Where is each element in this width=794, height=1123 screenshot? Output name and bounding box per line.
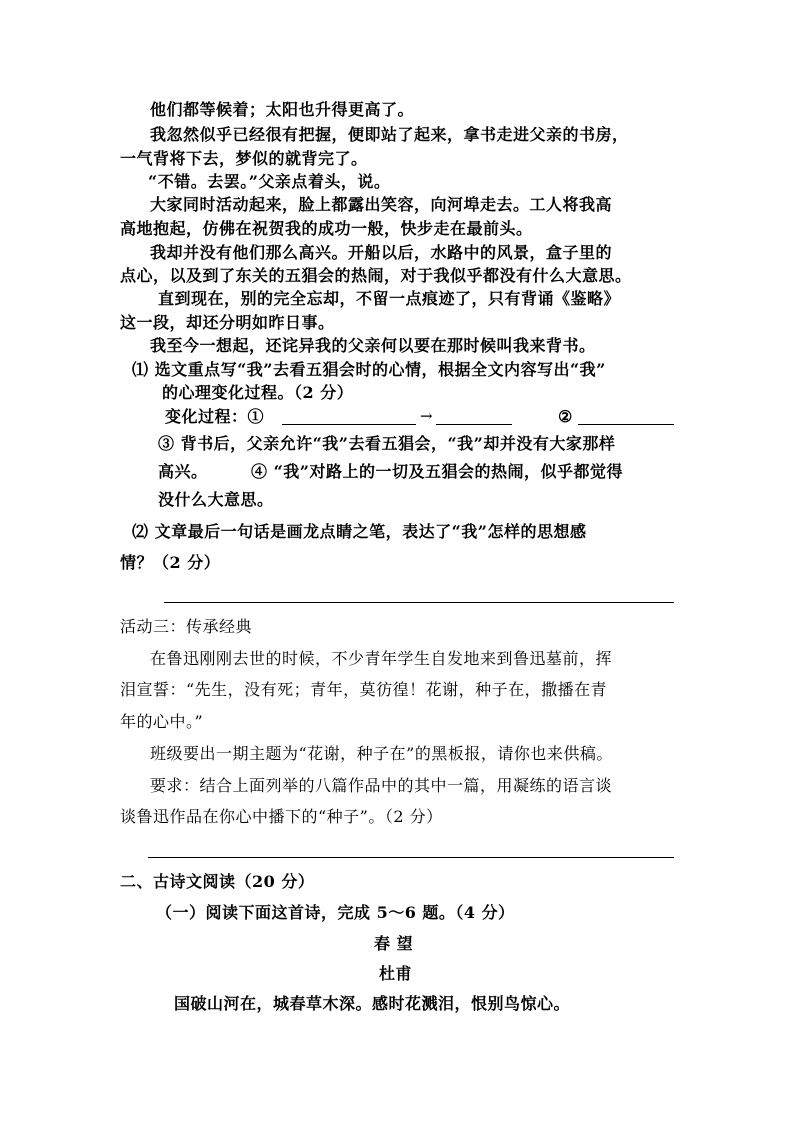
passage-line: 这一段，却还分明如昨日事。: [120, 313, 335, 332]
poem-title: 春 望: [374, 934, 414, 953]
activity-3-text: 年的心中。”: [120, 712, 204, 731]
process-mark-2: ②: [558, 407, 573, 426]
answer-line-activity-3[interactable]: [148, 857, 674, 858]
arrow-icon: →: [420, 407, 433, 425]
question-1-text: ⑴ 选文重点写“我”去看五猖会时的心情，根据全文内容写出“我”: [132, 360, 606, 379]
section-2-subtitle: （一）阅读下面这首诗，完成 5～6 题。（4 分）: [156, 903, 515, 922]
question-1-text: 的心理变化过程。（2 分）: [162, 383, 354, 402]
passage-line: 一气背将下去，梦似的就背完了。: [120, 149, 368, 168]
passage-line: 点心，以及到了东关的五猖会的热闹，对于我似乎都没有什么大意思。: [120, 266, 632, 285]
section-2-title: 二、古诗文阅读（20 分）: [120, 872, 315, 891]
question-2-text: ⑵ 文章最后一句话是画龙点睛之笔，表达了“我”怎样的思想感: [132, 522, 587, 541]
passage-line: 大家同时活动起来，脸上都露出笑容，向河埠走去。工人将我高: [150, 195, 613, 214]
passage-line: 直到现在，别的完全忘却，不留一点痕迹了，只有背诵《鉴略》: [158, 289, 621, 308]
answer-blank-1[interactable]: [282, 424, 416, 425]
activity-3-text: 班级要出一期主题为“花谢，种子在”的黑板报，请你也来供稿。: [150, 744, 613, 763]
question-2-text: 情？（2 分）: [120, 553, 221, 572]
passage-line: 我却并没有他们那么高兴。开船以后，水路中的风景，盒子里的: [150, 243, 613, 262]
process-step-3: 高兴。: [158, 462, 208, 481]
poem-author: 杜甫: [379, 964, 413, 983]
activity-3-text: 泪宣誓：“先生，没有死；青年，莫彷徨！花谢，种子在，撒播在青: [120, 680, 608, 699]
passage-line: “不错。去罢。”父亲点着头，说。: [148, 172, 391, 191]
passage-line: 我至今一想起，还诧异我的父亲何以要在那时候叫我来背书。: [150, 336, 596, 355]
passage-line: 高地抱起，仿佛在祝贺我的成功一般，快步走在最前头。: [120, 219, 533, 238]
process-step-4: 没什么大意思。: [158, 490, 274, 509]
process-step-3: ③ 背书后，父亲允许“我”去看五猖会，“我”却并没有大家那样: [158, 434, 616, 453]
process-step-4: ④ “我”对路上的一切及五猖会的热闹，似乎都觉得: [251, 462, 623, 481]
answer-line-q2[interactable]: [164, 602, 674, 603]
activity-3-title: 活动三：传承经典: [120, 617, 253, 636]
process-label: 变化过程：①: [165, 407, 265, 426]
passage-line: 他们都等候着；太阳也升得更高了。: [150, 100, 415, 119]
poem-line: 国破山河在，城春草木深。感时花溅泪，恨别鸟惊心。: [174, 994, 571, 1013]
activity-3-requirement: 要求：结合上面列举的八篇作品中的其中一篇，用凝练的语言谈: [150, 776, 613, 795]
activity-3-text: 在鲁迅刚刚去世的时候，不少青年学生自发地来到鲁迅墓前，挥: [150, 649, 613, 668]
answer-blank-2[interactable]: [578, 424, 674, 425]
answer-blank-1-cont[interactable]: [436, 424, 512, 425]
passage-line: 我忽然似乎已经很有把握，便即站了起来，拿书走进父亲的书房，: [150, 125, 629, 144]
activity-3-requirement: 谈鲁迅作品在你心中播下的“种子”。（2 分）: [120, 807, 443, 826]
